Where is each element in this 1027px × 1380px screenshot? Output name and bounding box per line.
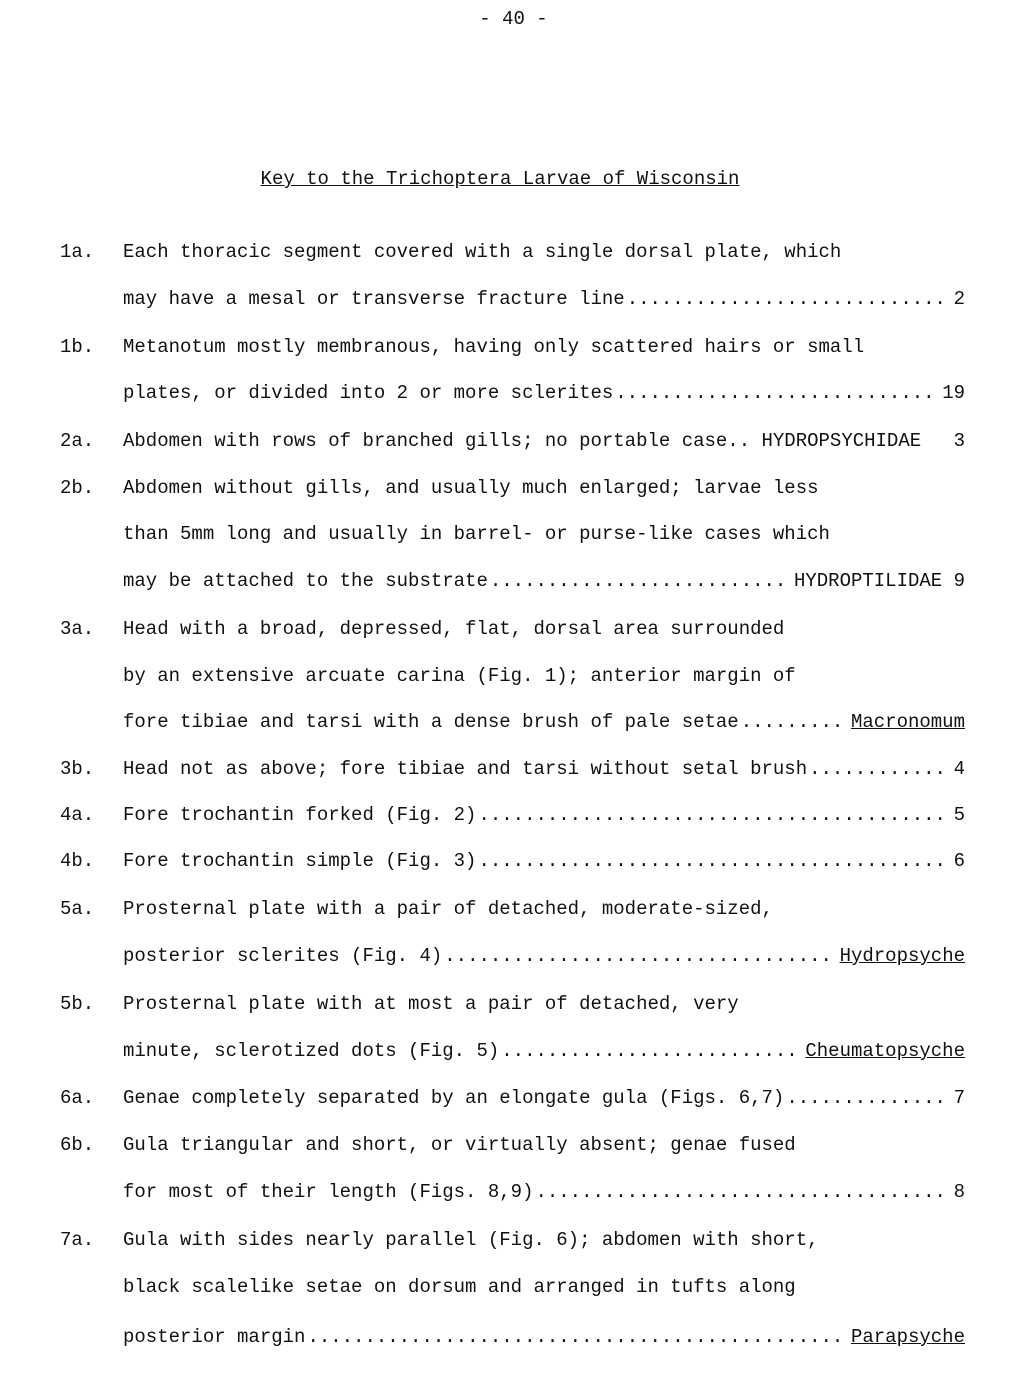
page-number: - 40 - <box>479 8 548 30</box>
description-text: fore tibiae and tarsi with a dense brush of pale setae <box>123 711 739 733</box>
key-line <box>0 990 1027 1018</box>
leader-dots <box>490 567 788 595</box>
lead-reference: 2 <box>953 288 965 310</box>
couplet-number: 1b. <box>60 336 95 358</box>
description-text: Genae completely separated by an elongate gula (Figs. 6,7) <box>123 1087 785 1109</box>
couplet-number: 6b. <box>60 1134 95 1156</box>
leader-dots <box>444 942 833 970</box>
key-line <box>0 285 1027 313</box>
description-text: may have a mesal or transverse fracture line <box>123 288 625 310</box>
lead-reference: HYDROPTILIDAE 9 <box>793 570 965 592</box>
couplet-description <box>123 847 965 875</box>
leader-dots <box>627 285 948 313</box>
description-text: Fore trochantin forked (Fig. 2) <box>123 804 477 826</box>
leader-dots <box>535 1178 947 1206</box>
couplet-description <box>123 708 965 736</box>
taxon-name: Hydropsyche <box>839 945 965 967</box>
description-text: than 5mm long and usually in barrel- or purse-like cases which <box>123 523 830 545</box>
lead-reference: 8 <box>953 1181 965 1203</box>
description-text: Prosternal plate with at most a pair of detached, very <box>123 993 739 1015</box>
description-text: posterior sclerites (Fig. 4) <box>123 945 443 967</box>
key-line <box>0 708 1027 736</box>
key-line <box>0 1323 1027 1351</box>
key-line <box>0 1131 1027 1159</box>
leader-dots <box>501 1037 799 1065</box>
leader-dots <box>307 1323 845 1351</box>
leader-dots <box>478 847 947 875</box>
couplet-description <box>123 333 965 361</box>
couplet-description <box>123 567 965 595</box>
couplet-number: 4b. <box>60 850 95 872</box>
description-text: may be attached to the substrate <box>123 570 488 592</box>
couplet-description <box>123 1323 965 1351</box>
description-text: by an extensive arcuate carina (Fig. 1); anterior margin of <box>123 665 796 687</box>
taxon-name: Macronomum <box>850 711 965 733</box>
couplet-description <box>123 1273 965 1301</box>
key-line <box>0 379 1027 407</box>
key-line <box>0 942 1027 970</box>
couplet-description <box>123 379 965 407</box>
key-line <box>0 474 1027 502</box>
description-text: Each thoracic segment covered with a single dorsal plate, which <box>123 241 842 263</box>
key-line <box>0 238 1027 266</box>
key-line <box>0 333 1027 361</box>
couplet-description <box>123 520 965 548</box>
couplet-description <box>123 285 965 313</box>
description-text: Gula triangular and short, or virtually absent; genae fused <box>123 1134 796 1156</box>
leader-dots <box>615 379 936 407</box>
key-line <box>0 1084 1027 1112</box>
key-line <box>0 1273 1027 1301</box>
taxon-name: Parapsyche <box>850 1326 965 1348</box>
description-text: black scalelike setae on dorsum and arranged in tufts along <box>123 1276 796 1298</box>
key-line <box>0 520 1027 548</box>
couplet-description <box>123 615 965 643</box>
lead-reference: 3 <box>953 430 965 452</box>
key-line <box>0 1226 1027 1254</box>
couplet-description <box>123 474 965 502</box>
couplet-description <box>123 238 965 266</box>
key-line <box>0 567 1027 595</box>
description-text: minute, sclerotized dots (Fig. 5) <box>123 1040 500 1062</box>
lead-reference: 19 <box>942 382 965 404</box>
key-line <box>0 662 1027 690</box>
couplet-description <box>123 1131 965 1159</box>
description-text: Abdomen with rows of branched gills; no portable case.. HYDROPSYCHIDAE <box>123 430 922 452</box>
couplet-number: 1a. <box>60 241 95 263</box>
couplet-description <box>123 1037 965 1065</box>
couplet-number: 5b. <box>60 993 95 1015</box>
couplet-description <box>123 755 965 783</box>
couplet-number: 7a. <box>60 1229 95 1251</box>
description-text: Prosternal plate with a pair of detached, moderate-sized, <box>123 898 773 920</box>
couplet-description <box>123 1226 965 1254</box>
lead-reference: 6 <box>953 850 965 872</box>
description-text: Abdomen without gills, and usually much enlarged; larvae less <box>123 477 819 499</box>
key-line <box>0 1178 1027 1206</box>
key-line <box>0 847 1027 875</box>
description-text: Metanotum mostly membranous, having only scattered hairs or small <box>123 336 865 358</box>
couplet-description <box>123 662 965 690</box>
lead-reference: 4 <box>953 758 965 780</box>
couplet-number: 3a. <box>60 618 95 640</box>
couplet-description <box>123 1084 965 1112</box>
couplet-number: 5a. <box>60 898 95 920</box>
key-line <box>0 755 1027 783</box>
key-line <box>0 1037 1027 1065</box>
couplet-number: 4a. <box>60 804 95 826</box>
couplet-number: 6a. <box>60 1087 95 1109</box>
couplet-description <box>123 990 965 1018</box>
description-text: Gula with sides nearly parallel (Fig. 6); abdomen with short, <box>123 1229 819 1251</box>
key-line <box>0 895 1027 923</box>
couplet-description <box>123 1178 965 1206</box>
lead-reference: 5 <box>953 804 965 826</box>
key-line <box>0 427 1027 455</box>
key-line <box>0 801 1027 829</box>
couplet-number: 2b. <box>60 477 95 499</box>
taxon-name: Cheumatopsyche <box>805 1040 965 1062</box>
description-text: Head not as above; fore tibiae and tarsi without setal brush <box>123 758 808 780</box>
leader-dots <box>809 755 947 783</box>
leader-dots <box>786 1084 947 1112</box>
couplet-description <box>123 427 965 455</box>
description-text: Head with a broad, depressed, flat, dorsal area surrounded <box>123 618 785 640</box>
leader-dots <box>478 801 947 829</box>
couplet-description <box>123 942 965 970</box>
description-text: plates, or divided into 2 or more sclerites <box>123 382 614 404</box>
couplet-description <box>123 801 965 829</box>
lead-reference: 7 <box>953 1087 965 1109</box>
couplet-number: 3b. <box>60 758 95 780</box>
description-text: Fore trochantin simple (Fig. 3) <box>123 850 477 872</box>
description-text: posterior margin <box>123 1326 306 1348</box>
leader-dots <box>741 708 845 736</box>
couplet-number: 2a. <box>60 430 95 452</box>
page-title: Key to the Trichoptera Larvae of Wisconsin <box>260 168 740 190</box>
couplet-description <box>123 895 965 923</box>
key-line <box>0 615 1027 643</box>
description-text: for most of their length (Figs. 8,9) <box>123 1181 534 1203</box>
